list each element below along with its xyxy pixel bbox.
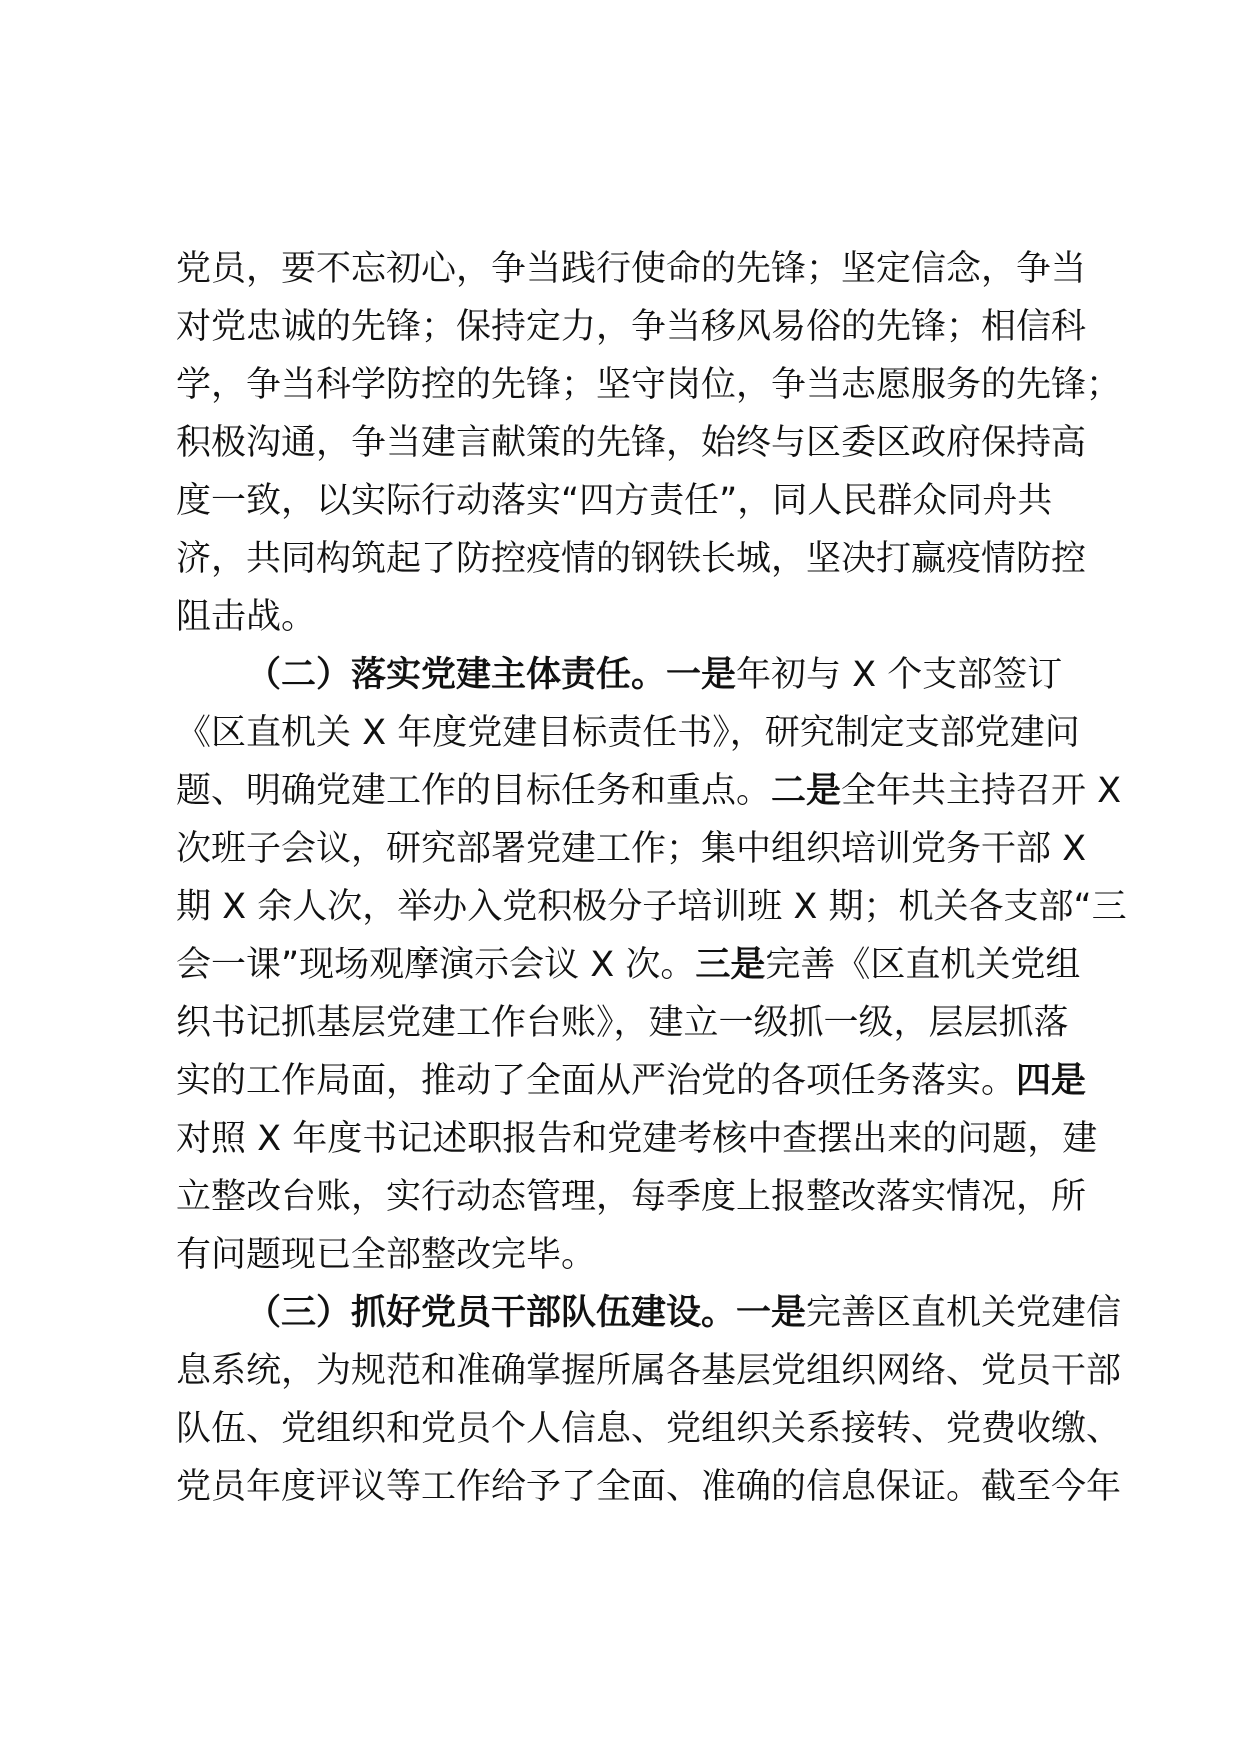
text-line [176, 936, 1081, 994]
paragraph-first-line [176, 1284, 1122, 1342]
text-line [176, 1168, 1087, 1226]
text-segment: 积极沟通，争当建言献策的先锋，始终与区委区政府保持高 [176, 423, 1087, 463]
text-segment: 党员，要不忘初心，争当践行使命的先锋；坚定信念，争当 [176, 249, 1087, 289]
text-segment: 队伍、党组织和党员个人信息、党组织关系接转、党费收缴、 [176, 1409, 1122, 1449]
text-segment: 对照 X 年度书记述职报告和党建考核中查摆出来的问题，建 [176, 1119, 1098, 1159]
text-segment: 年初与 X 个支部签订 [736, 655, 1063, 695]
text-segment: 次班子会议，研究部署党建工作；集中组织培训党务干部 X [176, 829, 1087, 869]
text-segment: 完善区直机关党建信 [806, 1293, 1122, 1333]
text-line [176, 1458, 1122, 1516]
text-line [176, 1052, 1087, 1110]
bold-text-segment: 一是 [666, 655, 737, 695]
paragraph-first-line [176, 646, 1076, 704]
text-line [176, 414, 1087, 472]
bold-text-segment: 四是 [1016, 1061, 1087, 1101]
text-segment: 对党忠诚的先锋；保持定力，争当移风易俗的先锋；相信科 [176, 307, 1087, 347]
bold-text-segment: 二是 [771, 771, 842, 811]
document-body [176, 240, 1127, 1516]
text-line [176, 356, 1122, 414]
text-line [176, 704, 1080, 762]
text-segment: 题、明确党建工作的目标任务和重点。 [176, 771, 772, 811]
text-line [176, 240, 1087, 298]
bold-text-segment: 一是 [736, 1293, 807, 1333]
text-segment: 有问题现已全部整改完毕。 [176, 1235, 597, 1275]
bold-text-segment: （三）抓好党员干部队伍建设。 [246, 1293, 737, 1333]
text-segment: 会一课”现场观摩演示会议 X 次。 [176, 945, 696, 985]
text-line [176, 820, 1087, 878]
text-segment: 立整改台账，实行动态管理，每季度上报整改落实情况，所 [176, 1177, 1087, 1217]
text-segment: 学，争当科学防控的先锋；坚守岗位，争当志愿服务的先锋； [176, 365, 1122, 405]
text-segment: 《区直机关 X 年度党建目标责任书》，研究制定支部党建问 [176, 713, 1080, 753]
text-line [176, 530, 1087, 588]
text-line [176, 1110, 1098, 1168]
text-line [176, 1342, 1122, 1400]
text-line [176, 588, 1076, 646]
text-line [176, 994, 1076, 1052]
bold-text-segment: 三是 [695, 945, 766, 985]
text-segment: 织书记抓基层党建工作台账》，建立一级抓一级，层层抓落 [176, 1003, 1069, 1043]
text-segment: 阻击战。 [176, 597, 317, 637]
text-segment: 息系统，为规范和准确掌握所属各基层党组织网络、党员干部 [176, 1351, 1122, 1391]
text-segment: 实的工作局面，推动了全面从严治党的各项任务落实。 [176, 1061, 1017, 1101]
bold-text-segment: （二）落实党建主体责任。 [246, 655, 667, 695]
text-line [176, 1226, 1076, 1284]
text-segment: 度一致，以实际行动落实“四方责任”，同人民群众同舟共 [176, 481, 1053, 521]
text-segment: 全年共主持召开 X [841, 771, 1122, 811]
text-line [176, 472, 1076, 530]
text-line [176, 762, 1122, 820]
text-segment: 济，共同构筑起了防控疫情的钢铁长城，坚决打赢疫情防控 [176, 539, 1087, 579]
text-segment: 党员年度评议等工作给予了全面、准确的信息保证。截至今年 [176, 1467, 1122, 1507]
text-line [176, 878, 1127, 936]
text-segment: 期 X 余人次，举办入党积极分子培训班 X 期；机关各支部“三 [176, 887, 1127, 927]
text-line [176, 1400, 1122, 1458]
text-line [176, 298, 1087, 356]
text-segment: 完善《区直机关党组 [765, 945, 1081, 985]
